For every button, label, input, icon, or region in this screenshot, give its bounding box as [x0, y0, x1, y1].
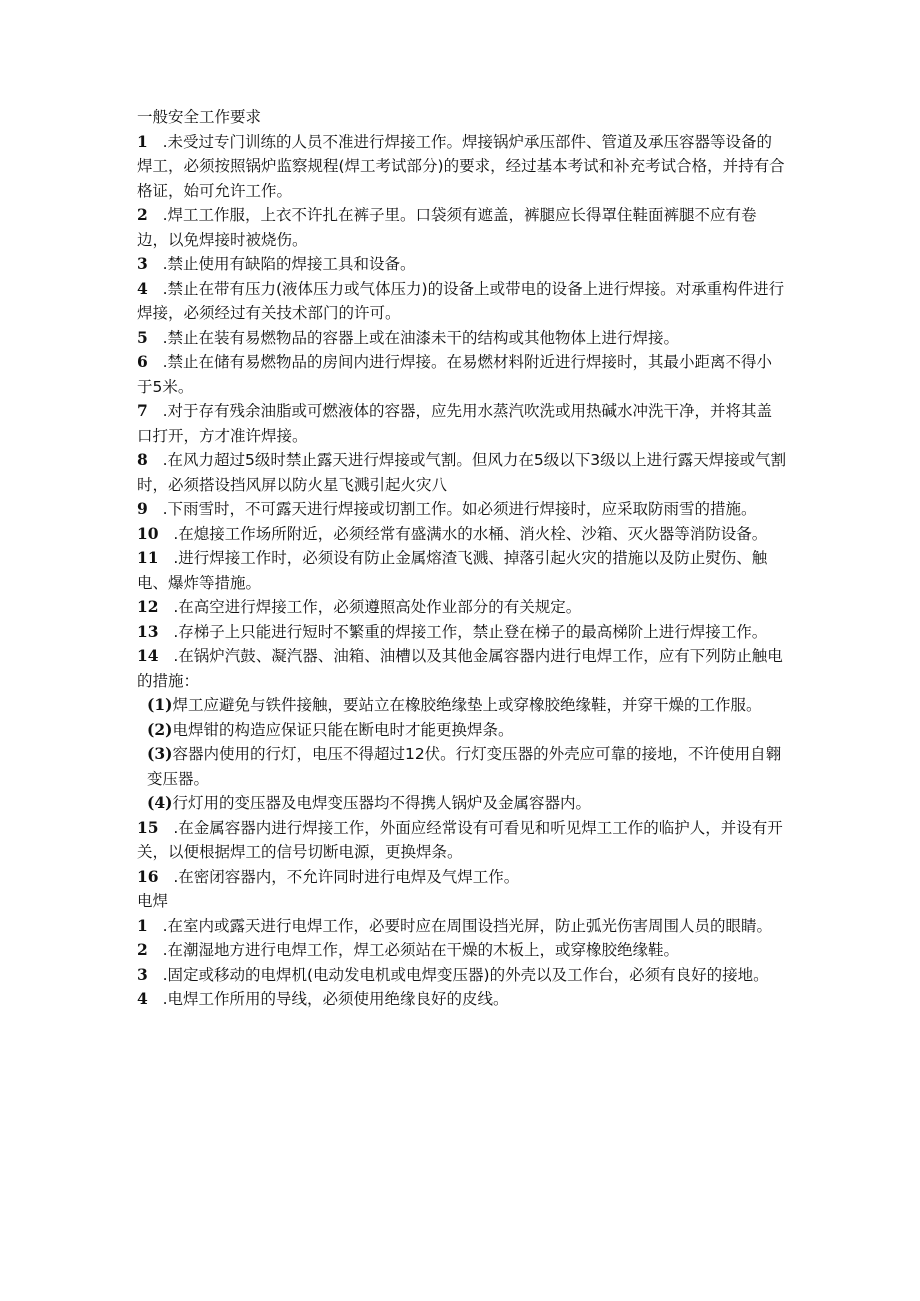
list-item [137, 399, 787, 448]
list-item [137, 644, 787, 693]
sub-list-item [137, 791, 787, 816]
item-text: .进行焊接工作时，必须设有防止金属熔渣飞溅、掉落引起火灾的措施以及防止熨伤、触电、爆炸等措施。 [137, 549, 768, 592]
list-item [137, 448, 787, 497]
list-item [137, 816, 787, 865]
list-item [137, 620, 787, 645]
item-text: .在锅炉汽鼓、凝汽器、油箱、油槽以及其他金属容器内进行电焊工作，应有下列防止触电的措施： [137, 647, 783, 690]
item-text: .在室内或露天进行电焊工作，必要时应在周围设挡光屏，防止弧光伤害周围人员的眼睛。 [162, 916, 773, 935]
section-title-general: 一般安全工作要求 [137, 108, 262, 126]
sub-item-number: (3) [147, 744, 173, 763]
sub-item-number: (4) [147, 793, 173, 812]
item-number: 7 [137, 401, 148, 420]
item-number: 1 [137, 915, 148, 935]
sub-item-number: (1) [147, 695, 173, 714]
item-text: .在熄接工作场所附近，必须经常有盛满水的水桶、消火栓、沙箱、灭火器等消防设备。 [173, 524, 768, 543]
item-number: 4 [137, 278, 148, 298]
item-text: .对于存有残余油脂或可燃液体的容器，应先用水蒸汽吹洗或用热碱水冲洗干净，并将其盖口打开，方才准许焊接。 [137, 402, 773, 445]
item-text: .电焊工作所用的导线，必须使用绝缘良好的皮线。 [162, 990, 509, 1008]
item-number: 13 [137, 621, 159, 641]
sub-item-number: (2) [147, 719, 173, 739]
item-text: .禁止使用有缺陷的焊接工具和设备。 [162, 255, 416, 273]
item-text: .固定或移动的电焊机(电动发电机或电焊变压器)的外壳以及工作台，必须有良好的接地。 [162, 965, 769, 984]
item-number: 16 [137, 866, 159, 886]
sub-list-item [137, 718, 787, 743]
item-text: .在金属容器内进行焊接工作，外面应经常设有可看见和听见焊工工作的临护人，并设有开关，以便根据焊工的信号切断电源，更换焊条。 [137, 818, 783, 861]
item-number: 9 [137, 499, 148, 518]
list-item [137, 914, 787, 939]
item-text: .未受过专门训练的人员不准进行焊接工作。焊接锅炉承压部件、管道及承压容器等设备的焊工，必须按照锅炉监察规程(焊工考试部分)的要求，经过基本考试和补充考试合格，并持有合格证，始可允许工作。 [137, 132, 785, 200]
item-text: .在风力超过5级时禁止露天进行焊接或气割。但风力在5级以下3级以上进行露天焊接或气割时，必须搭设挡风屏以防火星飞溅引起火灾八 [137, 451, 787, 494]
list-item [137, 130, 787, 204]
list-item [137, 987, 787, 1012]
list-item [137, 203, 787, 252]
item-number: 2 [137, 940, 148, 959]
item-text: .禁止在带有压力(液体压力或气体压力)的设备上或带电的设备上进行焊接。对承重构件进行焊接，必须经过有关技术部门的许可。 [137, 279, 785, 322]
item-number: 3 [137, 254, 148, 273]
document-body [137, 105, 787, 1012]
list-item [137, 326, 787, 351]
sub-item-text: 容器内使用的行灯，电压不得超过12伏。行灯变压器的外壳应可靠的接地，不许使用自翱变压器。 [147, 745, 782, 788]
list-item [137, 350, 787, 399]
item-text: .下雨雪时，不可露天进行焊接或切割工作。如必须进行焊接时，应采取防雨雪的措施。 [162, 500, 757, 518]
sub-list-item [137, 693, 787, 718]
sub-item-text: 电焊钳的构造应保证只能在断电时才能更换焊条。 [172, 720, 514, 739]
item-text: .禁止在装有易燃物品的容器上或在油漆未干的结构或其他物体上进行焊接。 [162, 328, 680, 347]
item-number: 3 [137, 964, 148, 984]
sub-list-item [137, 742, 787, 791]
list-item [137, 522, 787, 547]
item-text: .焊工工作服，上衣不许扎在裤子里。口袋须有遮盖，裤腿应长得罩住鞋面裤腿不应有卷边，以免焊接时被烧伤。 [137, 206, 757, 249]
list-item [137, 252, 787, 277]
item-number: 1 [137, 131, 148, 151]
item-number: 15 [137, 817, 159, 837]
list-item [137, 546, 787, 595]
item-number: 6 [137, 352, 148, 371]
item-number: 14 [137, 646, 159, 665]
item-text: .在密闭容器内，不允许同时进行电焊及气焊工作。 [173, 867, 520, 886]
list-item [137, 595, 787, 620]
item-number: 12 [137, 597, 159, 616]
sub-item-text: 焊工应避免与铁件接触，要站立在橡胶绝缘垫上或穿橡胶绝缘鞋，并穿干燥的工作服。 [172, 696, 762, 714]
sub-item-text: 行灯用的变压器及电焊变压器均不得携人锅炉及金属容器内。 [172, 794, 591, 812]
item-number: 2 [137, 205, 148, 224]
item-number: 5 [137, 327, 148, 347]
list-item [137, 497, 787, 522]
item-number: 4 [137, 989, 148, 1008]
item-number: 11 [137, 548, 159, 567]
list-item [137, 938, 787, 963]
item-text: .禁止在储有易燃物品的房间内进行焊接。在易燃材料附近进行焊接时，其最小距离不得小于5米。 [137, 353, 773, 396]
list-item [137, 865, 787, 890]
item-number: 10 [137, 523, 159, 543]
item-number: 8 [137, 450, 148, 469]
section-title-electric-welding: 电焊 [137, 892, 169, 910]
list-item [137, 963, 787, 988]
item-text: .在高空进行焊接工作，必须遵照高处作业部分的有关规定。 [173, 598, 582, 616]
list-item [137, 277, 787, 326]
item-text: .存梯子上只能进行短时不繁重的焊接工作，禁止登在梯子的最高梯阶上进行焊接工作。 [173, 622, 768, 641]
item-text: .在潮湿地方进行电焊工作，焊工必须站在干燥的木板上，或穿橡胶绝缘鞋。 [162, 941, 680, 959]
